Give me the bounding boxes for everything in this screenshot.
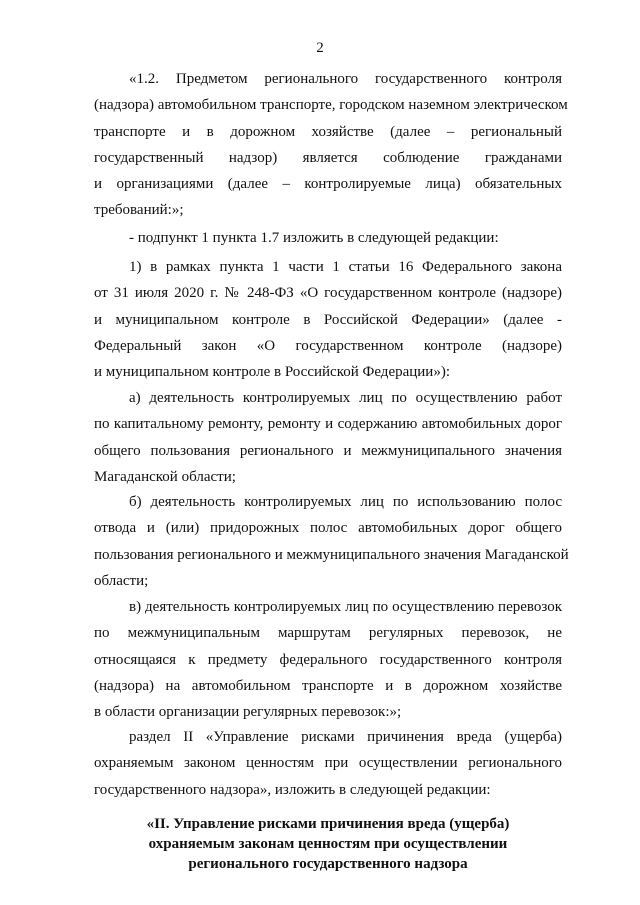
paragraph-item-a [94, 385, 562, 490]
paragraph-section-ii-instruction [94, 724, 562, 803]
paragraph-line: и муниципальном контроле в Российской Федерации»): [94, 364, 451, 381]
paragraph-line: государственный надзор) является соблюдение гражданами [94, 149, 562, 166]
paragraph-line: «1.2. Предметом регионального государственного контроля [129, 71, 562, 87]
paragraph-line: по межмуниципальным маршрутам регулярных перевозок, не [94, 625, 562, 642]
paragraph-line: по капитальному ремонту, ремонту и содержанию автомобильных дорог [94, 416, 562, 433]
paragraph-line: транспорте и в дорожном хозяйстве (далее – региональный [94, 123, 562, 140]
paragraph-line: (надзора) автомобильном транспорте, городском наземном электрическом [94, 97, 568, 114]
paragraph-line: относящаяся к предмету федерального государственного контроля [94, 651, 562, 668]
heading-line: охраняемым законам ценностям при осуществлении [148, 836, 508, 852]
paragraph-subitem-instruction [94, 225, 562, 251]
paragraph-line: от 31 июля 2020 г. № 248-ФЗ «О государственном контроле (надзоре) [94, 285, 562, 302]
paragraph-item-b [94, 489, 569, 594]
paragraph-line: Магаданской области; [94, 468, 236, 485]
paragraph-line: требований:»; [94, 202, 184, 219]
paragraph-line: и муниципальном контроле в Российской Федерации» (далее - [94, 311, 562, 328]
paragraph-line: - подпункт 1 пункта 1.7 изложить в следующей редакции: [129, 230, 499, 246]
paragraph-1-2 [94, 66, 568, 224]
paragraph-line: б) деятельность контролируемых лиц по использованию полос [129, 494, 562, 510]
paragraph-line: и организациями (далее – контролируемые лица) обязательных [94, 176, 562, 193]
paragraph-line: а) деятельность контролируемых лиц по осуществлению работ [129, 390, 562, 406]
paragraph-line: в области организации регулярных перевозок:»; [94, 704, 402, 721]
paragraph-item-1 [94, 254, 562, 385]
heading-line: «II. Управление рисками причинения вреда (ущерба) [146, 816, 510, 832]
paragraph-item-v [94, 594, 562, 725]
section-heading [94, 814, 562, 874]
paragraph-line: в) деятельность контролируемых лиц по осуществлению перевозок [129, 599, 562, 615]
paragraph-line: Федеральный закон «О государственном контроле (надзоре) [94, 337, 562, 354]
paragraph-line: раздел II «Управление рисками причинения вреда (ущерба) [129, 729, 562, 745]
paragraph-line: 1) в рамках пункта 1 части 1 статьи 16 Федерального закона [129, 259, 562, 275]
page-number: 2 [316, 40, 324, 56]
paragraph-line: области; [94, 572, 149, 589]
paragraph-line: государственного надзора», изложить в следующей редакции: [94, 781, 491, 798]
heading-line: регионального государственного надзора [188, 856, 468, 872]
paragraph-line: отвода и (или) придорожных полос автомобильных дорог общего [94, 520, 562, 537]
paragraph-line: охраняемым законом ценностям при осуществлении регионального [94, 755, 562, 772]
paragraph-line: (надзора) на автомобильном транспорте и в дорожном хозяйстве [94, 677, 562, 694]
paragraph-line: пользования регионального и межмуниципального значения Магаданской [94, 546, 569, 563]
paragraph-line: общего пользования регионального и межмуниципального значения [94, 442, 562, 459]
